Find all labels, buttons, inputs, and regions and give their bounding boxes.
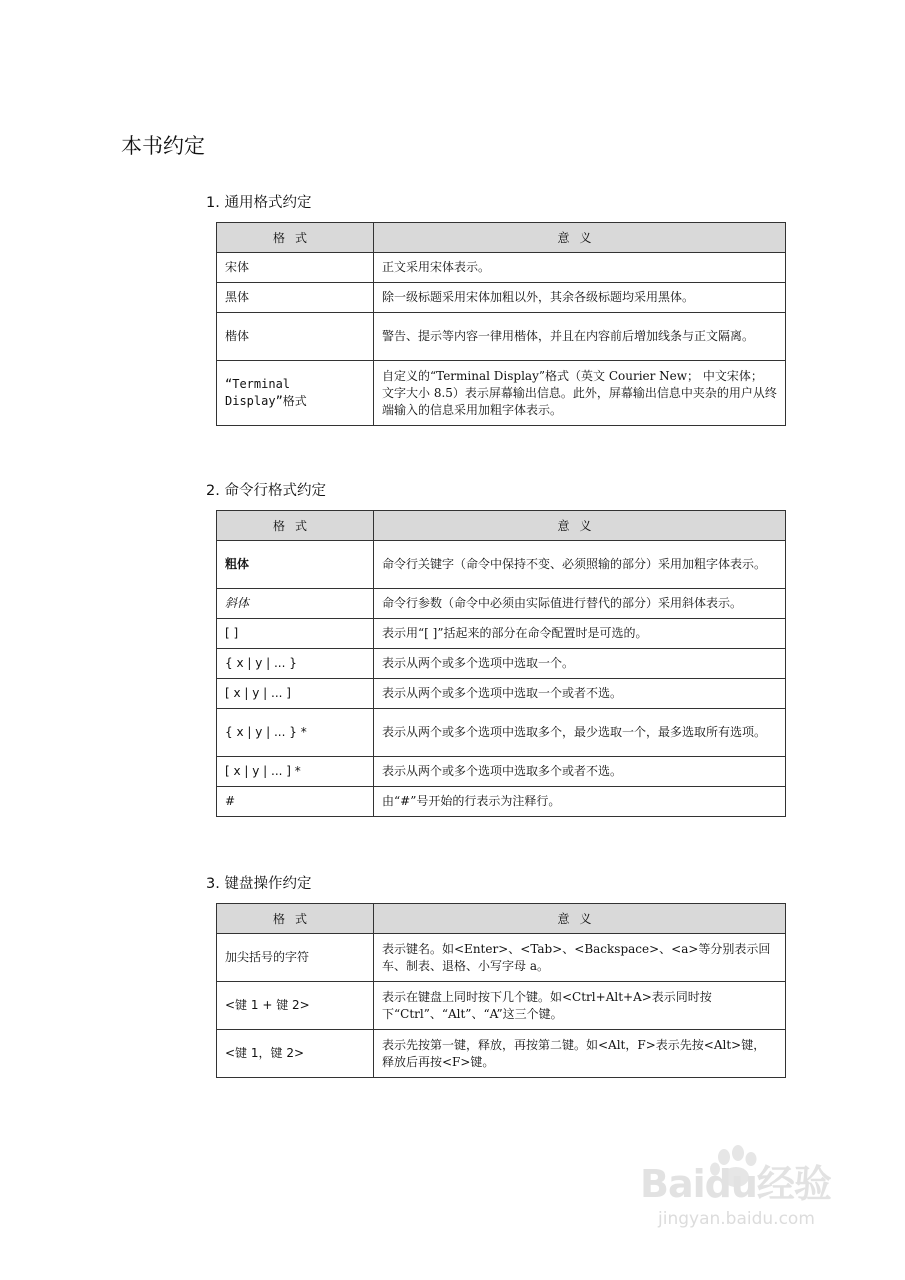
command-line-format-table: [216, 510, 786, 817]
format-cell: 黑体: [217, 283, 374, 313]
format-cell: 粗体: [217, 541, 374, 589]
table-row: [217, 253, 786, 283]
format-cell: [ x | y | ... ] *: [217, 757, 374, 787]
column-header-format: 格式: [217, 904, 374, 934]
table-row: [217, 541, 786, 589]
meaning-cell: 正文采用宋体表示。: [374, 253, 786, 283]
section-heading-general: 1. 通用格式约定: [206, 195, 312, 211]
format-cell: [ x | y | ... ]: [217, 679, 374, 709]
table-row: [217, 679, 786, 709]
table-row: [217, 283, 786, 313]
table-header-row: [217, 904, 786, 934]
format-cell: 斜体: [217, 589, 374, 619]
meaning-cell: 表示在键盘上同时按下几个键。如<Ctrl+Alt+A>表示同时按下“Ctrl”、“Alt”、“A”这三个键。: [374, 982, 786, 1030]
meaning-cell: 除一级标题采用宋体加粗以外，其余各级标题均采用黑体。: [374, 283, 786, 313]
meaning-cell: 表示从两个或多个选项中选取多个，最少选取一个，最多选取所有选项。: [374, 709, 786, 757]
meaning-cell: 表示从两个或多个选项中选取多个或者不选。: [374, 757, 786, 787]
watermark-url: jingyan.baidu.com: [658, 1209, 815, 1229]
meaning-cell: 表示从两个或多个选项中选取一个或者不选。: [374, 679, 786, 709]
meaning-cell: 命令行参数（命令中必须由实际值进行替代的部分）采用斜体表示。: [374, 589, 786, 619]
format-cell: <键 1 + 键 2>: [217, 982, 374, 1030]
column-header-meaning: 意义: [374, 904, 786, 934]
table-row: [217, 619, 786, 649]
table-row: [217, 934, 786, 982]
column-header-format: 格式: [217, 511, 374, 541]
format-cell: 加尖括号的字符: [217, 934, 374, 982]
table-row: [217, 361, 786, 426]
watermark-logo-text: Baidu经验: [640, 1162, 831, 1206]
format-cell: “Terminal Display”格式: [217, 361, 374, 426]
column-header-meaning: 意义: [374, 511, 786, 541]
format-cell: #: [217, 787, 374, 817]
format-cell: 楷体: [217, 313, 374, 361]
table-row: [217, 313, 786, 361]
meaning-cell: 表示键名。如<Enter>、<Tab>、<Backspace>、<a>等分别表示回车、制表、退格、小写字母 a。: [374, 934, 786, 982]
format-cell: [ ]: [217, 619, 374, 649]
meaning-cell: 表示先按第一键，释放，再按第二键。如<Alt，F>表示先按<Alt>键，释放后再按<F>键。: [374, 1030, 786, 1078]
column-header-format: 格式: [217, 223, 374, 253]
table-header-row: [217, 223, 786, 253]
meaning-cell: 命令行关键字（命令中保持不变、必须照输的部分）采用加粗字体表示。: [374, 541, 786, 589]
table-row: [217, 1030, 786, 1078]
table-row: [217, 649, 786, 679]
meaning-cell: 由“#”号开始的行表示为注释行。: [374, 787, 786, 817]
format-cell: <键 1，键 2>: [217, 1030, 374, 1078]
table-row: [217, 787, 786, 817]
table-row: [217, 982, 786, 1030]
format-cell: 宋体: [217, 253, 374, 283]
table-row: [217, 709, 786, 757]
page-title: 本书约定: [121, 134, 205, 158]
meaning-cell: 表示用“[ ]”括起来的部分在命令配置时是可选的。: [374, 619, 786, 649]
table-row: [217, 757, 786, 787]
keyboard-operation-table: [216, 903, 786, 1078]
table-row: [217, 589, 786, 619]
section-heading-command-line: 2. 命令行格式约定: [206, 483, 326, 499]
section-heading-keyboard: 3. 键盘操作约定: [206, 876, 312, 892]
table-header-row: [217, 511, 786, 541]
meaning-cell: 自定义的“Terminal Display”格式（英文 Courier New； 中文宋体； 文字大小 8.5）表示屏幕输出信息。此外，屏幕输出信息中夹杂的用户从终端输入的信息采用加粗字体表示。: [374, 361, 786, 426]
baidu-jingyan-watermark: [640, 1145, 860, 1245]
meaning-cell: 表示从两个或多个选项中选取一个。: [374, 649, 786, 679]
format-cell: { x | y | ... }: [217, 649, 374, 679]
general-format-table: [216, 222, 786, 426]
format-cell: { x | y | ... } *: [217, 709, 374, 757]
column-header-meaning: 意义: [374, 223, 786, 253]
meaning-cell: 警告、提示等内容一律用楷体，并且在内容前后增加线条与正文隔离。: [374, 313, 786, 361]
